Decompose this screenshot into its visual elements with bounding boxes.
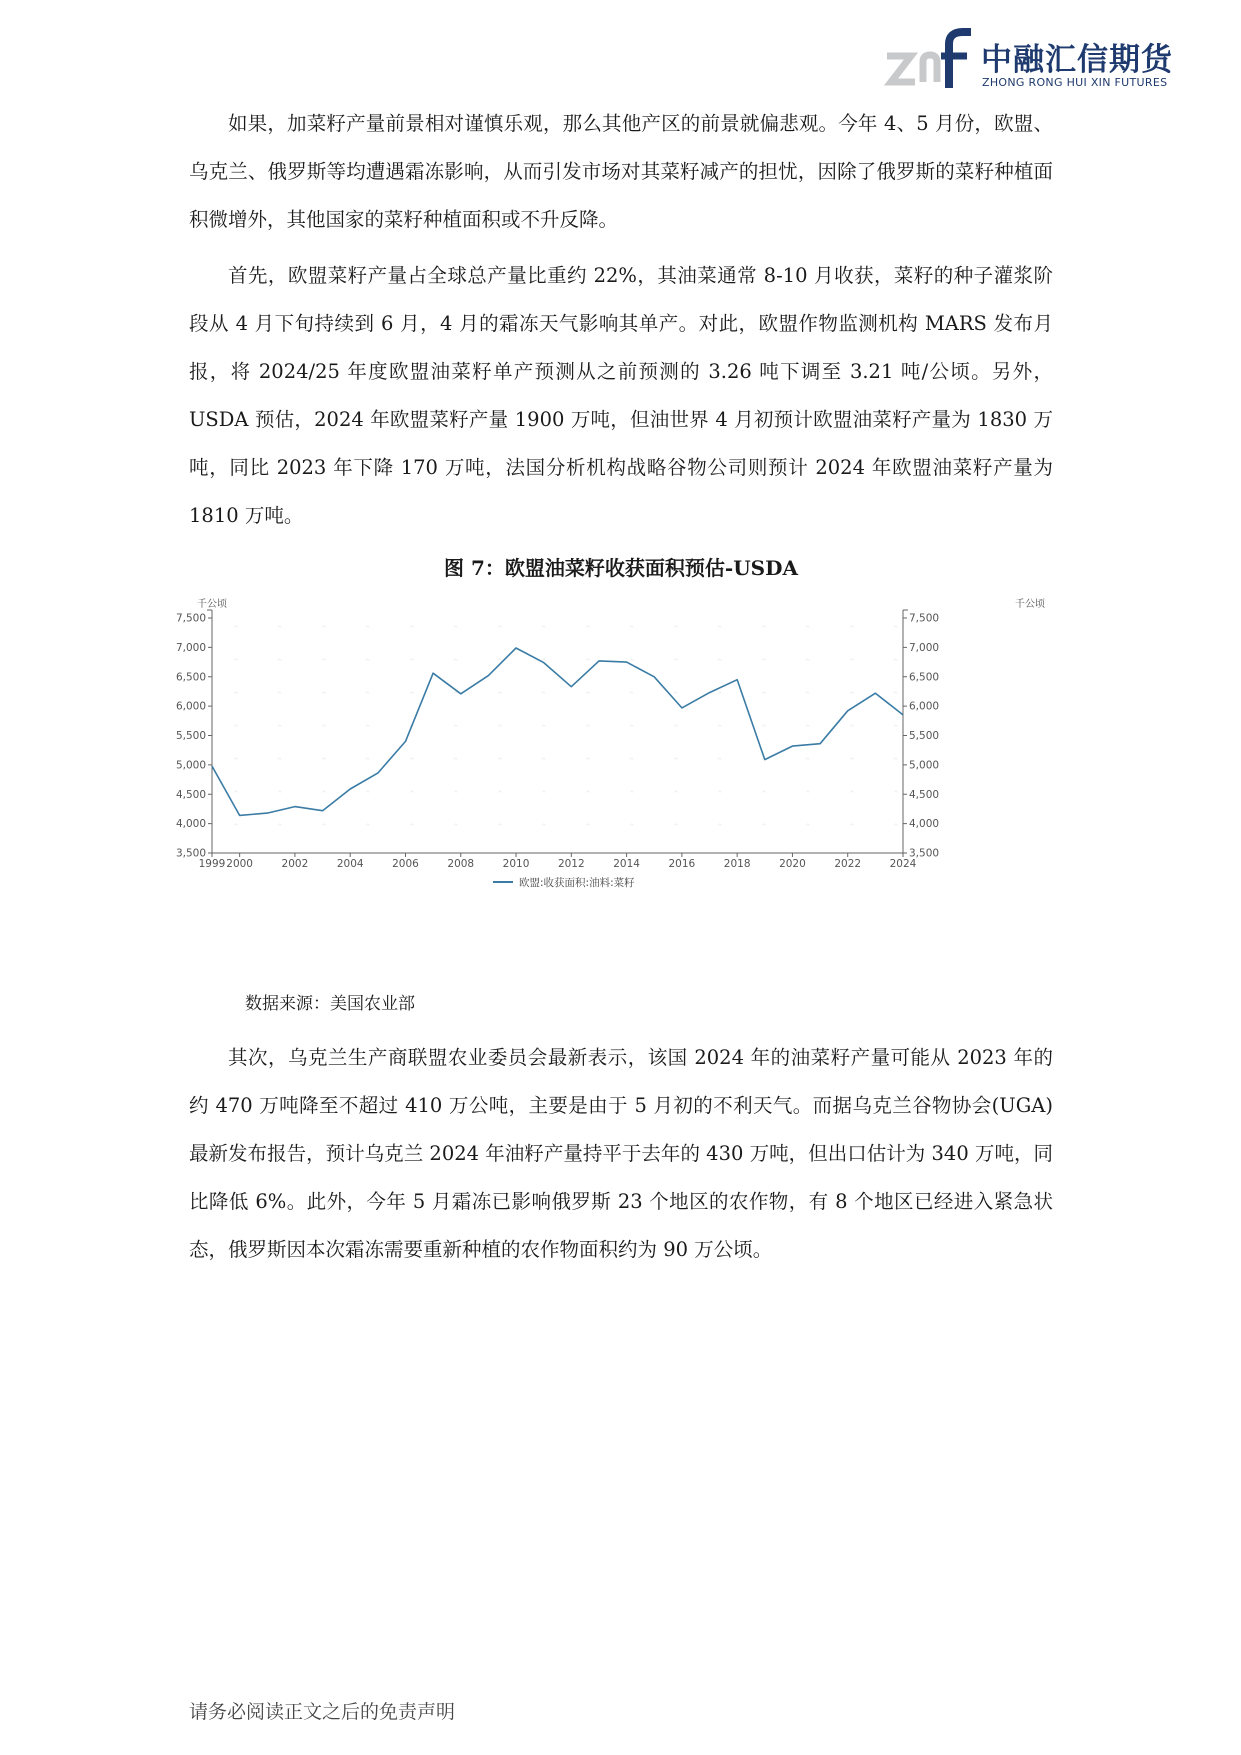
y-tick-label-right: 4,000 bbox=[909, 818, 940, 831]
background-mark: ⌃ bbox=[716, 625, 724, 635]
background-mark: ⌃ bbox=[320, 724, 328, 734]
x-tick-label: 2000 bbox=[226, 858, 254, 870]
y-axis-ticks-left bbox=[176, 613, 212, 860]
background-mark: ⌃ bbox=[892, 691, 900, 701]
background-mark: ⌃ bbox=[584, 625, 592, 635]
x-tick-label: 1999 bbox=[198, 858, 226, 870]
x-tick-label: 2022 bbox=[834, 858, 862, 870]
background-mark: ⌃ bbox=[760, 790, 768, 800]
background-mark: ⌃ bbox=[408, 823, 416, 833]
background-mark: ⌃ bbox=[716, 823, 724, 833]
background-mark: ⌃ bbox=[452, 625, 460, 635]
y-tick-label-left: 7,000 bbox=[175, 641, 206, 654]
background-mark: ⌃ bbox=[672, 691, 680, 701]
y-axis-unit-right: 千公顷 bbox=[1015, 599, 1045, 610]
background-mark: ⌃ bbox=[232, 724, 240, 734]
background-mark: ⌃ bbox=[584, 757, 592, 767]
x-tick-label: 2012 bbox=[557, 858, 585, 870]
background-mark: ⌃ bbox=[892, 790, 900, 800]
background-mark: ⌃ bbox=[760, 757, 768, 767]
background-mark: ⌃ bbox=[364, 658, 372, 668]
background-mark: ⌃ bbox=[584, 724, 592, 734]
y-tick-label-left: 7,500 bbox=[175, 612, 206, 625]
background-mark: ⌃ bbox=[848, 691, 856, 701]
background-mark: ⌃ bbox=[760, 658, 768, 668]
background-mark: ⌃ bbox=[672, 757, 680, 767]
background-mark: ⌃ bbox=[452, 757, 460, 767]
background-mark: ⌃ bbox=[320, 757, 328, 767]
background-mark: ⌃ bbox=[760, 823, 768, 833]
background-mark: ⌃ bbox=[584, 790, 592, 800]
series-lines bbox=[212, 648, 903, 815]
background-mark: ⌃ bbox=[716, 757, 724, 767]
background-mark: ⌃ bbox=[848, 757, 856, 767]
background-mark: ⌃ bbox=[320, 625, 328, 635]
background-mark: ⌃ bbox=[232, 625, 240, 635]
background-mark: ⌃ bbox=[452, 691, 460, 701]
background-mark: ⌃ bbox=[364, 823, 372, 833]
background-mark: ⌃ bbox=[540, 757, 548, 767]
figure-source: 数据来源：美国农业部 bbox=[245, 994, 415, 1014]
x-axis-ticks bbox=[199, 853, 917, 870]
background-mark: ⌃ bbox=[320, 823, 328, 833]
background-mark: ⌃ bbox=[760, 691, 768, 701]
x-tick-label: 2010 bbox=[502, 858, 530, 870]
x-tick-label: 2020 bbox=[779, 858, 806, 870]
background-mark: ⌃ bbox=[364, 790, 372, 800]
background-mark: ⌃ bbox=[320, 790, 328, 800]
x-tick-label: 2008 bbox=[447, 858, 475, 870]
background-mark: ⌃ bbox=[848, 823, 856, 833]
y-tick-label-right: 6,000 bbox=[909, 700, 940, 713]
background-mark: ⌃ bbox=[276, 757, 284, 767]
x-tick-label: 2016 bbox=[668, 858, 696, 870]
background-mark: ⌃ bbox=[320, 691, 328, 701]
y-tick-label-right: 3,500 bbox=[909, 847, 940, 860]
background-mark: ⌃ bbox=[716, 691, 724, 701]
background-mark: ⌃ bbox=[452, 724, 460, 734]
background-mark: ⌃ bbox=[496, 658, 504, 668]
background-mark: ⌃ bbox=[892, 757, 900, 767]
logo-mark-icon bbox=[885, 28, 975, 92]
background-mark: ⌃ bbox=[232, 790, 240, 800]
y-tick-label-right: 4,500 bbox=[909, 788, 940, 801]
background-mark: ⌃ bbox=[408, 658, 416, 668]
background-mark: ⌃ bbox=[584, 691, 592, 701]
background-mark: ⌃ bbox=[496, 724, 504, 734]
background-mark: ⌃ bbox=[628, 790, 636, 800]
background-mark: ⌃ bbox=[320, 658, 328, 668]
background-mark: ⌃ bbox=[760, 724, 768, 734]
background-mark: ⌃ bbox=[716, 658, 724, 668]
paragraph-1: 如果，加菜籽产量前景相对谨慎乐观，那么其他产区的前景就偏悲观。今年 4、5 月份，欧盟、乌克兰、俄罗斯等均遭遇霜冻影响，从而引发市场对其菜籽减产的担忧，因除了俄罗斯的菜籽种植面积微增外，其他国家的菜籽种植面积或不升反降。 bbox=[189, 112, 1053, 231]
x-tick-label: 2024 bbox=[889, 858, 917, 870]
background-mark: ⌃ bbox=[276, 691, 284, 701]
background-mark: ⌃ bbox=[496, 625, 504, 635]
background-mark: ⌃ bbox=[452, 823, 460, 833]
y-tick-label-left: 6,500 bbox=[175, 671, 206, 684]
background-mark: ⌃ bbox=[496, 757, 504, 767]
background-mark: ⌃ bbox=[804, 625, 812, 635]
background-mark: ⌃ bbox=[496, 691, 504, 701]
y-tick-label-right: 5,000 bbox=[909, 759, 940, 772]
background-mark: ⌃ bbox=[540, 724, 548, 734]
background-mark: ⌃ bbox=[628, 823, 636, 833]
y-axis-unit-left: 千公顷 bbox=[197, 599, 227, 610]
footer-disclaimer: 请务必阅读正文之后的免责声明 bbox=[189, 1701, 456, 1723]
x-tick-label: 2002 bbox=[281, 858, 309, 870]
background-mark: ⌃ bbox=[716, 790, 724, 800]
background-mark: ⌃ bbox=[804, 691, 812, 701]
background-mark: ⌃ bbox=[628, 658, 636, 668]
paragraph-2: 首先，欧盟菜籽产量占全球总产量比重约 22%，其油菜通常 8-10 月收获，菜籽的种子灌浆阶段从 4 月下旬持续到 6 月，4 月的霜冻天气影响其单产。对此，欧盟作物监测机构 MARS 发布月报，将 2024/25 年度欧盟油菜籽单产预测从之前预测的 3.26 吨下调至 3.21 吨/公顷。另外，USDA 预估，2024 年欧盟菜籽产量 1900 万吨，但油世界 4 月初预计欧盟油菜籽产量为 1830 万吨，同比 2023 年下降 170 万吨，法国分析机构战略谷物公司则预计 2024 年欧盟油菜籽产量为 1810 万吨。 bbox=[189, 264, 1053, 527]
chart-background-grid bbox=[232, 625, 900, 833]
background-mark: ⌃ bbox=[848, 724, 856, 734]
background-mark: ⌃ bbox=[276, 658, 284, 668]
background-mark: ⌃ bbox=[276, 823, 284, 833]
background-mark: ⌃ bbox=[628, 757, 636, 767]
series-line bbox=[212, 648, 903, 815]
background-mark: ⌃ bbox=[804, 724, 812, 734]
background-mark: ⌃ bbox=[452, 658, 460, 668]
y-tick-label-right: 6,500 bbox=[909, 671, 940, 684]
line-chart bbox=[175, 590, 1055, 975]
x-tick-label: 2006 bbox=[392, 858, 419, 870]
background-mark: ⌃ bbox=[892, 724, 900, 734]
background-mark: ⌃ bbox=[232, 691, 240, 701]
y-tick-label-left: 4,500 bbox=[175, 788, 206, 801]
y-tick-label-left: 5,000 bbox=[175, 759, 206, 772]
background-mark: ⌃ bbox=[540, 790, 548, 800]
background-mark: ⌃ bbox=[408, 625, 416, 635]
y-tick-label-right: 7,000 bbox=[909, 641, 940, 654]
background-mark: ⌃ bbox=[540, 823, 548, 833]
logo-english-name: ZHONG RONG HUI XIN FUTURES bbox=[982, 76, 1168, 89]
background-mark: ⌃ bbox=[848, 658, 856, 668]
background-mark: ⌃ bbox=[672, 724, 680, 734]
background-mark: ⌃ bbox=[496, 823, 504, 833]
background-mark: ⌃ bbox=[540, 658, 548, 668]
logo-chinese-name: 中融汇信期货 bbox=[981, 42, 1173, 78]
background-mark: ⌃ bbox=[584, 658, 592, 668]
background-mark: ⌃ bbox=[892, 658, 900, 668]
background-mark: ⌃ bbox=[408, 790, 416, 800]
chart-axes bbox=[207, 610, 908, 853]
paragraph-3: 其次，乌克兰生产商联盟农业委员会最新表示，该国 2024 年的油菜籽产量可能从 2023 年的约 470 万吨降至不超过 410 万公吨，主要是由于 5 月初的不利天气。而据乌克兰谷物协会(UGA)最新发布报告，预计乌克兰 2024 年油籽产量持平于去年的 430 万吨，但出口估计为 340 万吨，同比降低 6%。此外，今年 5 月霜冻已影响俄罗斯 23 个地区的农作物，有 8 个地区已经进入紧急状态，俄罗斯因本次霜冻需要重新种植的农作物面积约为 90 万公顷。 bbox=[189, 1046, 1053, 1261]
background-mark: ⌃ bbox=[276, 790, 284, 800]
background-mark: ⌃ bbox=[232, 658, 240, 668]
background-mark: ⌃ bbox=[276, 724, 284, 734]
background-mark: ⌃ bbox=[408, 724, 416, 734]
background-mark: ⌃ bbox=[848, 625, 856, 635]
background-mark: ⌃ bbox=[628, 691, 636, 701]
background-mark: ⌃ bbox=[364, 691, 372, 701]
background-mark: ⌃ bbox=[848, 790, 856, 800]
background-mark: ⌃ bbox=[804, 658, 812, 668]
y-tick-label-left: 5,500 bbox=[175, 730, 206, 742]
x-tick-label: 2004 bbox=[336, 858, 364, 870]
background-mark: ⌃ bbox=[364, 625, 372, 635]
background-mark: ⌃ bbox=[672, 790, 680, 800]
y-tick-label-left: 4,000 bbox=[175, 818, 206, 831]
background-mark: ⌃ bbox=[452, 790, 460, 800]
background-mark: ⌃ bbox=[804, 823, 812, 833]
background-mark: ⌃ bbox=[540, 625, 548, 635]
background-mark: ⌃ bbox=[584, 823, 592, 833]
background-mark: ⌃ bbox=[628, 724, 636, 734]
background-mark: ⌃ bbox=[496, 790, 504, 800]
background-mark: ⌃ bbox=[364, 757, 372, 767]
background-mark: ⌃ bbox=[672, 658, 680, 668]
y-tick-label-left: 6,000 bbox=[175, 700, 206, 713]
background-mark: ⌃ bbox=[892, 625, 900, 635]
figure-title: 图 7：欧盟油菜籽收获面积预估-USDA bbox=[444, 556, 798, 580]
background-mark: ⌃ bbox=[232, 757, 240, 767]
chart-legend bbox=[493, 876, 635, 889]
background-mark: ⌃ bbox=[804, 790, 812, 800]
background-mark: ⌃ bbox=[892, 823, 900, 833]
company-logo bbox=[885, 28, 1173, 92]
y-tick-label-right: 5,500 bbox=[909, 730, 940, 742]
background-mark: ⌃ bbox=[408, 691, 416, 701]
legend-label: 欧盟:收获面积:油料:菜籽 bbox=[519, 877, 635, 889]
background-mark: ⌃ bbox=[716, 724, 724, 734]
background-mark: ⌃ bbox=[276, 625, 284, 635]
y-tick-label-right: 7,500 bbox=[909, 612, 940, 625]
background-mark: ⌃ bbox=[232, 823, 240, 833]
background-mark: ⌃ bbox=[364, 724, 372, 734]
y-axis-ticks-right bbox=[903, 613, 939, 860]
background-mark: ⌃ bbox=[628, 625, 636, 635]
background-mark: ⌃ bbox=[408, 757, 416, 767]
x-tick-label: 2014 bbox=[613, 858, 640, 870]
background-mark: ⌃ bbox=[804, 757, 812, 767]
x-tick-label: 2018 bbox=[723, 858, 751, 870]
background-mark: ⌃ bbox=[672, 823, 680, 833]
background-mark: ⌃ bbox=[760, 625, 768, 635]
y-tick-label-left: 3,500 bbox=[175, 847, 206, 860]
background-mark: ⌃ bbox=[540, 691, 548, 701]
background-mark: ⌃ bbox=[672, 625, 680, 635]
